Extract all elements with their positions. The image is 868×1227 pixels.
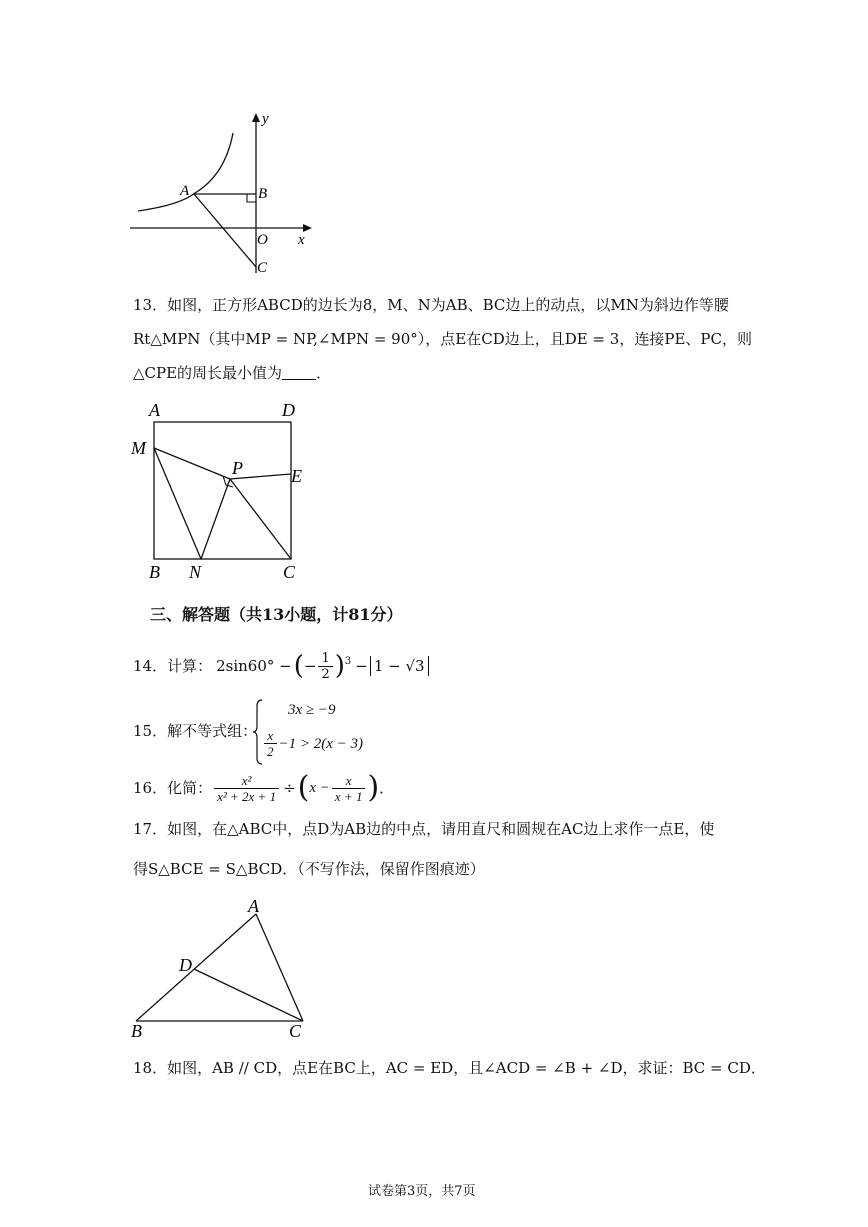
paren-left: ( xyxy=(297,770,310,805)
inequality-1: 3x ≥ −9 xyxy=(288,702,336,718)
frac-num: 1 xyxy=(318,651,332,667)
question-14-prefix: 14．计算： xyxy=(133,657,213,675)
fraction-half xyxy=(318,651,332,682)
answer-blank xyxy=(282,365,316,380)
abs-value: 1 − √3 xyxy=(370,656,429,676)
frac-den: 2 xyxy=(267,744,274,759)
label-x: x xyxy=(298,232,305,248)
question-17-line-2: 得S△BCE = S△BCD．（不写作法，保留作图痕迹） xyxy=(133,860,485,878)
question-14 xyxy=(133,650,429,682)
segment-dc xyxy=(194,969,303,1021)
question-17-line-1: 17．如图，在△ABC中，点D为AB边的中点，请用直尺和圆规在AC边上求作一点E，使 xyxy=(133,820,715,838)
label-n: N xyxy=(189,562,202,582)
label-m: M xyxy=(131,438,146,458)
label-d: D xyxy=(282,400,295,420)
paren-right: ) xyxy=(334,651,345,681)
question-15-prefix: 15．解不等式组： xyxy=(133,722,258,740)
segment-np xyxy=(201,479,230,559)
fraction-2 xyxy=(332,773,366,804)
label-o: O xyxy=(257,232,268,248)
frac-num: x xyxy=(264,728,277,744)
frac-den: x + 1 xyxy=(334,788,363,804)
label-a: A xyxy=(180,183,190,199)
segment-pc xyxy=(230,479,291,559)
label-a: A xyxy=(149,400,160,420)
label-b: B xyxy=(131,1021,142,1041)
question-13-line-1: 13．如图，正方形ABCD的边长为8，M、N为AB、BC边上的动点，以MN为斜边作等腰 xyxy=(133,296,729,314)
label-y: y xyxy=(262,111,269,127)
label-d: D xyxy=(179,955,192,975)
figure-q12 xyxy=(120,105,320,280)
hyperbola-curve xyxy=(138,133,233,211)
label-c: C xyxy=(257,260,268,276)
figure-q17 xyxy=(125,890,325,1050)
question-13-prefix: △CPE的周长最小值为 xyxy=(133,364,283,382)
label-e: E xyxy=(291,466,302,486)
frac-num: x xyxy=(332,773,366,789)
x-axis-arrow xyxy=(303,224,312,232)
question-16-prefix: 16．化简： xyxy=(133,779,213,797)
label-p: P xyxy=(232,458,243,478)
question-13-line-2: Rt△MPN（其中MP = NP,∠MPN = 90°），点E在CD边上，且DE = 3，连接PE、PC，则 xyxy=(133,330,752,348)
paren-right: ) xyxy=(367,770,380,805)
exponent: 3 xyxy=(344,656,352,667)
inner-expr: x − xyxy=(309,780,330,796)
section-3-heading: 三、解答题（共13小题，计81分） xyxy=(150,605,403,624)
figure-q13 xyxy=(125,395,315,590)
question-18-line-1: 18．如图，AB // CD，点E在BC上，AC = ED，且∠ACD = ∠B + ∠D，求证：BC = CD． xyxy=(133,1059,766,1077)
label-b: B xyxy=(258,186,268,202)
fraction-1 xyxy=(214,773,279,804)
minus-sign: − xyxy=(355,657,368,675)
question-13-line-3 xyxy=(133,363,331,383)
y-axis-arrow xyxy=(252,113,260,122)
label-a: A xyxy=(248,896,259,916)
segment-ac xyxy=(194,194,256,267)
frac-num: x² xyxy=(214,773,279,789)
paren-left: ( xyxy=(293,651,304,681)
neg-sign: − xyxy=(303,657,317,675)
label-b: B xyxy=(149,562,160,582)
expr-2sin60: 2sin60° − xyxy=(216,657,292,675)
segment-ac xyxy=(256,914,303,1021)
fraction-x-over-2 xyxy=(264,728,277,759)
label-c: C xyxy=(289,1021,302,1041)
question-16 xyxy=(133,768,394,808)
page-footer: 试卷第3页，共7页 xyxy=(368,1184,476,1199)
question-13-end: ． xyxy=(316,364,332,382)
right-angle-mark xyxy=(247,194,256,202)
segment-ab xyxy=(136,914,256,1021)
inequality-2-rest: −1 > 2(x − 3) xyxy=(278,735,364,752)
frac-den: x² + 2x + 1 xyxy=(217,788,277,804)
frac-den: 2 xyxy=(321,666,330,682)
end-mark: ． xyxy=(379,779,395,797)
inequality-2 xyxy=(262,728,363,759)
divide-sign: ÷ xyxy=(283,779,296,797)
label-c: C xyxy=(283,562,296,582)
square-abcd xyxy=(154,422,291,559)
